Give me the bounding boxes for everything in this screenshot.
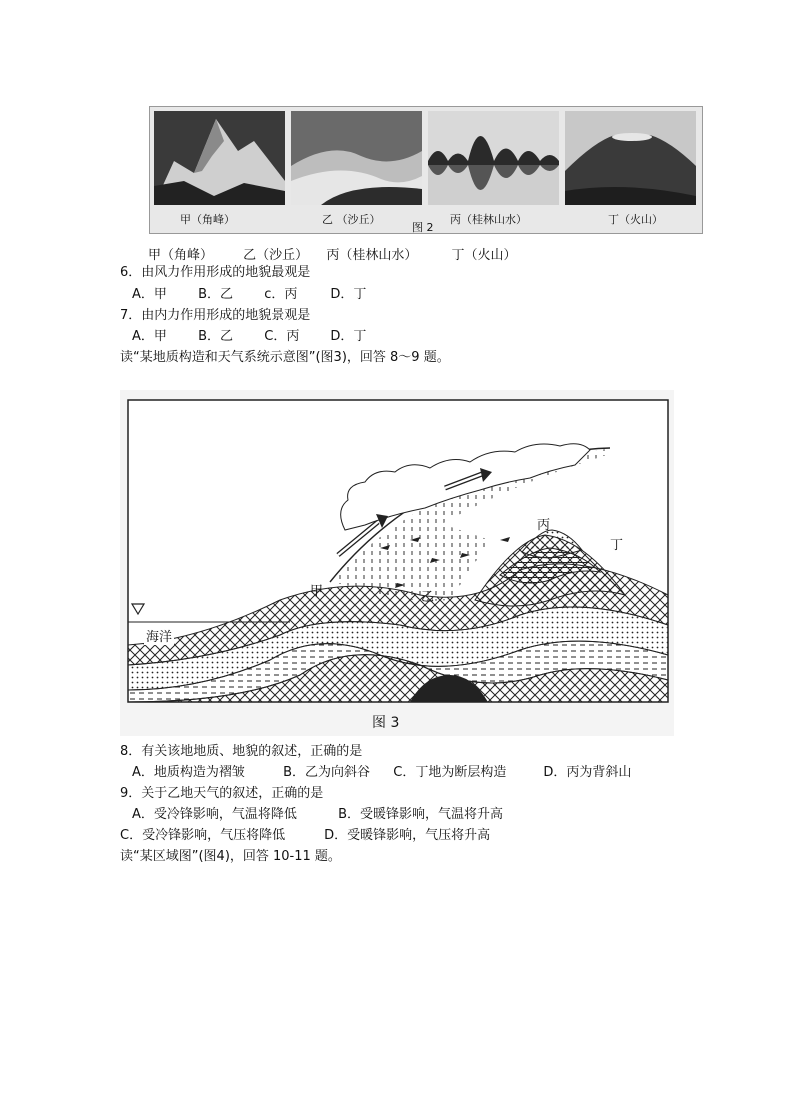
intro-figure-3: 读“某地质构造和天气系统示意图”(图3)，回答 8～9 题。 [120,350,450,365]
label-yi: 乙 [421,590,435,605]
question-9-options-row-1 [132,805,503,825]
option: D．丙为背斜山 [543,765,632,780]
option: C．受冷锋影响，气压将降低 [120,828,286,843]
option: D．丁 [330,329,367,344]
mountain-peak-photo [154,111,285,205]
question-7-stem: 7．由内力作用形成的地貌景观是 [120,308,311,323]
option: D．丁 [330,287,367,302]
option: A．甲 [132,287,167,302]
option: B．受暖锋影响，气温将升高 [338,807,504,822]
photo-caption: 丁（火山） [608,213,663,226]
option: A．甲 [132,329,167,344]
label-bing: 丙 [537,518,551,533]
option: B．乙 [198,287,234,302]
option: c．丙 [264,287,298,302]
question-8-options [132,763,631,783]
option: C．丙 [264,329,300,344]
photo-caption: 甲（角峰） [180,213,235,226]
legend-c: 丙（桂林山水） [326,248,418,263]
figure-2-photo-strip [149,106,703,234]
volcano-photo [565,111,696,205]
legend-a: 甲（角峰） [148,248,214,263]
question-7-options [132,327,366,347]
photo-legend-line [148,244,516,263]
legend-b: 乙（沙丘） [243,248,309,263]
option: B．乙 [198,329,234,344]
question-6-stem: 6．由风力作用形成的地貌最观是 [120,265,311,280]
photo-caption: 乙 （沙丘） [322,213,381,226]
photo-caption: 丙（桂林山水） [450,213,527,226]
option: C．丁地为断层构造 [393,765,507,780]
label-ding: 丁 [610,538,624,553]
question-8-stem: 8．有关该地地质、地貌的叙述，正确的是 [120,744,363,759]
option: A．地质构造为褶皱 [132,765,245,780]
figure-3-diagram [120,390,674,736]
label-ocean: 海洋 [144,626,174,645]
option: A．受冷锋影响，气温将降低 [132,807,297,822]
option: B．乙为向斜谷 [283,765,371,780]
figure-label: 图 3 [372,715,400,731]
label-jia: 甲 [310,584,324,599]
question-9-stem: 9．关于乙地天气的叙述，正确的是 [120,786,324,801]
karst-hills-photo [428,111,559,205]
legend-d: 丁（火山） [451,248,517,263]
question-6-options [132,285,366,305]
question-9-options-row-2 [120,826,490,846]
figure-label: 图 2 [412,221,434,234]
sand-dune-photo [291,111,422,205]
option: D．受暖锋影响，气压将升高 [324,828,491,843]
intro-figure-4: 读“某区域图”(图4)，回答 10-11 题。 [120,849,341,864]
